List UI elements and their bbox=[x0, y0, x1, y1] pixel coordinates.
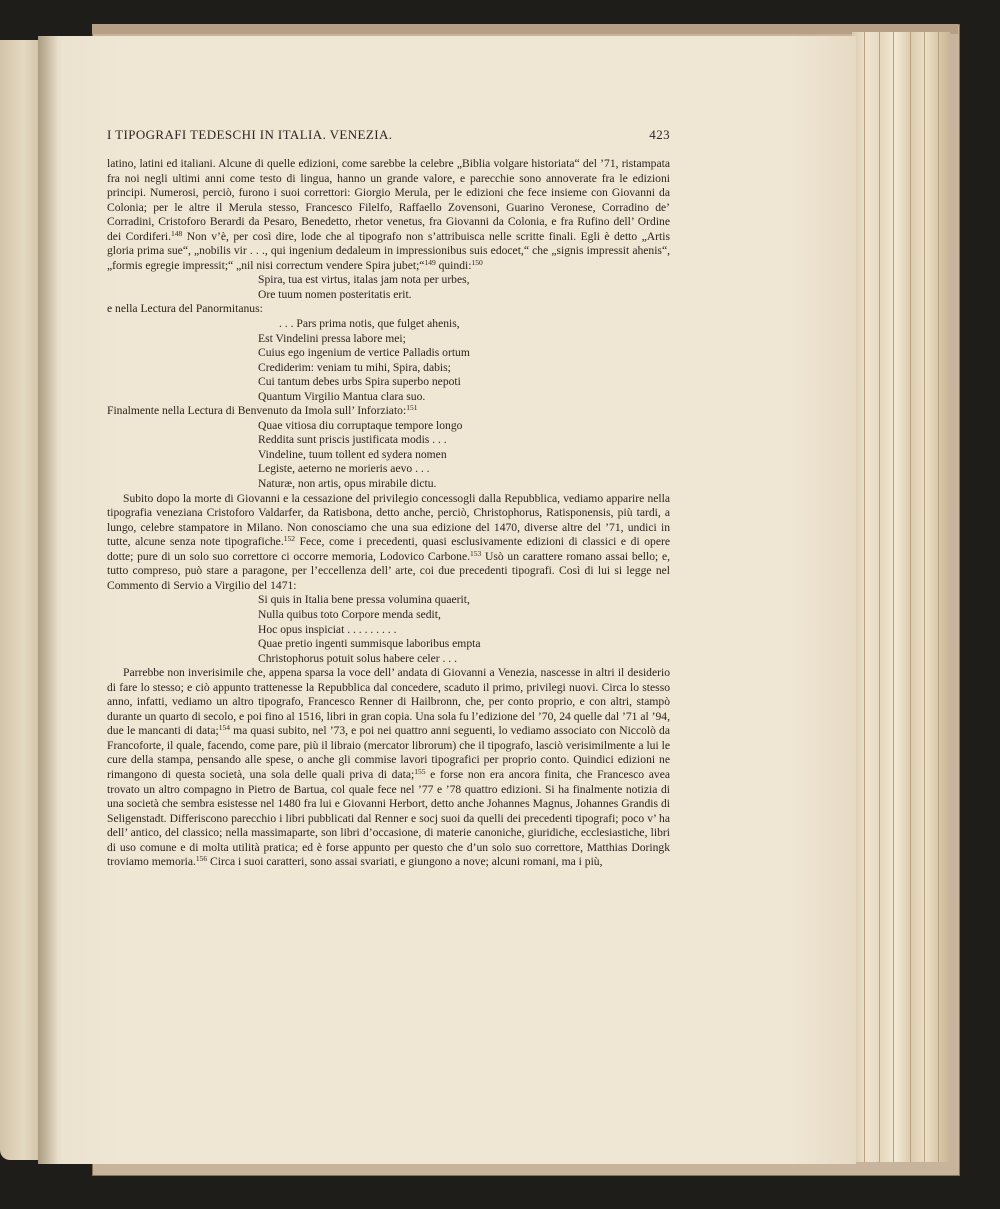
verse-line: Quae vitiosa diu corruptaque tempore longo bbox=[258, 418, 463, 432]
text-run: Circa i suoi caratteri, sono assai svariati, e giungono a nove; alcuni romani, ma i più, bbox=[207, 855, 603, 869]
prose-paragraph bbox=[107, 157, 670, 273]
verse-line: Crediderim: veniam tu mihi, Spira, dabis; bbox=[258, 360, 451, 374]
verse-line: Nulla quibus toto Corpore menda sedit, bbox=[258, 607, 441, 621]
text-run: Parrebbe non inverisimile che, appena sparsa la voce dell’ andata di Giovanni a Venezia, nascesse in altri il desiderio di fare lo stesso; e ciò appunto trattenesse la Repubblica dal concedere, scaduto il primo, privilegi nuovi. Circa lo stesso anno, infatti, vediamo un altro tipografo, Francesco Renner di Hailbronn, che, per conto proprio, e con altri, stampò durante un quarto di secolo, e poi fino al 1516, libri in gran copia. Una sola fu l’edizione del ’70, 24 quelle dal ’71 al ’94, due le mancanti di data; bbox=[107, 666, 670, 738]
text-run: e forse non era ancora finita, che Francesco avea trovato un altro compagno in Pietro de Bartua, col quale fece nel ’77 e ’78 quattro edizioni. Si ha finalmente notizia di una società che sembra esistesse nel 1480 fra lui e Giovanni Herbort, detto anche Johannes Magnus, Johannes Grandis di Seligenstadt. Differiscono parecchio i libri pubblicati dal Renner e socj suoi da quelli dei precedenti tipografi; poco v’ ha dell’ antico, del classico; nella massimaparte, son libri d’occasione, di materie canoniche, giuridiche, ecclesiastiche, libri di uso comune e di molta utilità pratica; ed è forse appunto per questo che d’un solo suo correttore, Matthias Doringk troviamo memoria. bbox=[107, 767, 670, 869]
footnote-ref: 150 bbox=[471, 257, 483, 267]
footnote-ref: 153 bbox=[470, 548, 482, 558]
footnote-ref: 151 bbox=[406, 403, 418, 413]
footnote-ref: 154 bbox=[218, 723, 230, 733]
verse-line: Christophorus potuit solus habere celer . . . bbox=[258, 651, 457, 665]
prose-paragraph bbox=[107, 666, 670, 870]
body-text bbox=[107, 157, 670, 870]
text-run: Finalmente nella Lectura di Benvenuto da Imola sull’ Inforziato: bbox=[107, 404, 407, 418]
verse-line: Quae pretio ingenti summisque laboribus empta bbox=[258, 637, 481, 651]
verse-line: Cui tantum debes urbs Spira superbo nepoti bbox=[258, 375, 461, 389]
prose-paragraph bbox=[107, 302, 670, 317]
text-run: latino, latini ed italiani. Alcune di quelle edizioni, come sarebbe la celebre „Biblia volgare historiata“ del ’71, ristampata fra noi negli ultimi anni come testo di lingua, hanno un grande valore, e parecchie sono annoverate fra le edizioni principi. Numerosi, perciò, furono i suoi correttori: Giorgio Merula, per le edizioni che fece insieme con Giovanni da Colonia; per le altre il Merula stesso, Francesco Filelfo, Raffaello Zovensoni, Guarino Veronese, Corradino de’ Corradini, Cristoforo Berardi da Pesaro, Benedetto, rhetor venetus, fra Giovanni da Colonia, e fra Rufino dell’ Ordine dei Cordiferi. bbox=[107, 157, 670, 243]
text-run: Fece, come i precedenti, quasi esclusivamente edizioni di classici e di opere dotte; pure di un solo suo correttore ci occorre memoria, Lodovico Carbone. bbox=[107, 535, 671, 563]
running-title: I TIPOGRAFI TEDESCHI IN ITALIA. VENEZIA. bbox=[107, 127, 393, 142]
verse-line: Hoc opus inspiciat . . . . . . . . . bbox=[258, 622, 397, 636]
running-header bbox=[107, 127, 670, 147]
verse-line: Quantum Virgilio Mantua clara suo. bbox=[258, 389, 426, 403]
footnote-ref: 155 bbox=[414, 766, 426, 776]
text-run: Usò un carattere romano assai bello; e, tutto compreso, può stare a paragone, per l’eccellenza dell’ arte, coi due precedenti tipografi. Così di lui si legge nel Commento di Servio a Virgilio del 1471: bbox=[107, 549, 670, 592]
gutter-shadow bbox=[38, 36, 58, 1164]
footnote-ref: 148 bbox=[171, 228, 183, 238]
footnote-ref: 156 bbox=[195, 854, 208, 864]
text-run: Subito dopo la morte di Giovanni e la cessazione del privilegio concessogli dalla Repubblica, vediamo apparire nella tipografia veneziana Cristoforo Valdarfer, da Ratisbona, detto anche, perciò, Christophorus, Ratisponensis, più tardi, a lungo, celebre stampatore in Milano. Non conosciamo che una sua edizione del 1470, diverse altre del ’71, undici in tutte, alcune senza note tipografiche. bbox=[107, 491, 670, 549]
verse-line: Spira, tua est virtus, italas jam nota per urbes, bbox=[258, 273, 470, 287]
verse-line: Est Vindelini pressa labore mei; bbox=[258, 331, 406, 345]
verse-line: Naturæ, non artis, opus mirabile dictu. bbox=[258, 477, 437, 491]
text-run: quindi: bbox=[435, 258, 472, 272]
text-run: e nella Lectura del Panormitanus: bbox=[107, 302, 263, 316]
footnote-ref: 149 bbox=[424, 257, 436, 267]
verse-line: Vindeline, tuum tollent ed sydera nomen bbox=[258, 447, 447, 461]
text-run: Non v’è, per così dire, lode che al tipografo non s’attribuisca nelle scritte finali. Egli è detto „Artis gloria prima sue“, „nobilis vir . . ., qui ingenium dedaleum in impressionibus suis edocet,“ che „signis impressit ahenis“, „formis egregie impressit;“ „nil nisi correctum vendere Spira jubet;“ bbox=[107, 229, 670, 272]
text-run: ma quasi subito, nel ’73, e poi nei quattro anni seguenti, lo vediamo associato con Niccolò da Francoforte, il quale, facendo, come pare, più il libraio (mercator librorum) che il tipografo, lasciò verisimilmente a lui le cure della stampa, pensando alle spese, o anche gli commise lavori tipografici per proprio conto. Quindici edizioni ne rimangono di questa società, una sola delle quali priva di data; bbox=[107, 724, 670, 781]
verse-line: . . . Pars prima notis, que fulget ahenis, bbox=[279, 317, 460, 331]
prose-paragraph bbox=[107, 492, 670, 594]
cover-top-edge bbox=[92, 24, 958, 34]
verse-line: Ore tuum nomen posteritatis erit. bbox=[258, 287, 412, 301]
page-stack-edges bbox=[852, 32, 950, 1162]
verse-line: Cuius ego ingenium de vertice Palladis ortum bbox=[258, 346, 470, 360]
prose-paragraph bbox=[107, 404, 670, 419]
page-number: 423 bbox=[649, 127, 670, 142]
footnote-ref: 152 bbox=[283, 534, 295, 544]
verse-line: Legiste, aeterno ne morieris aevo . . . bbox=[258, 462, 430, 476]
verse-line: Reddita sunt priscis justificata modis . . . bbox=[258, 433, 447, 447]
verse-line: Si quis in Italia bene pressa volumina quaerit, bbox=[258, 593, 470, 607]
